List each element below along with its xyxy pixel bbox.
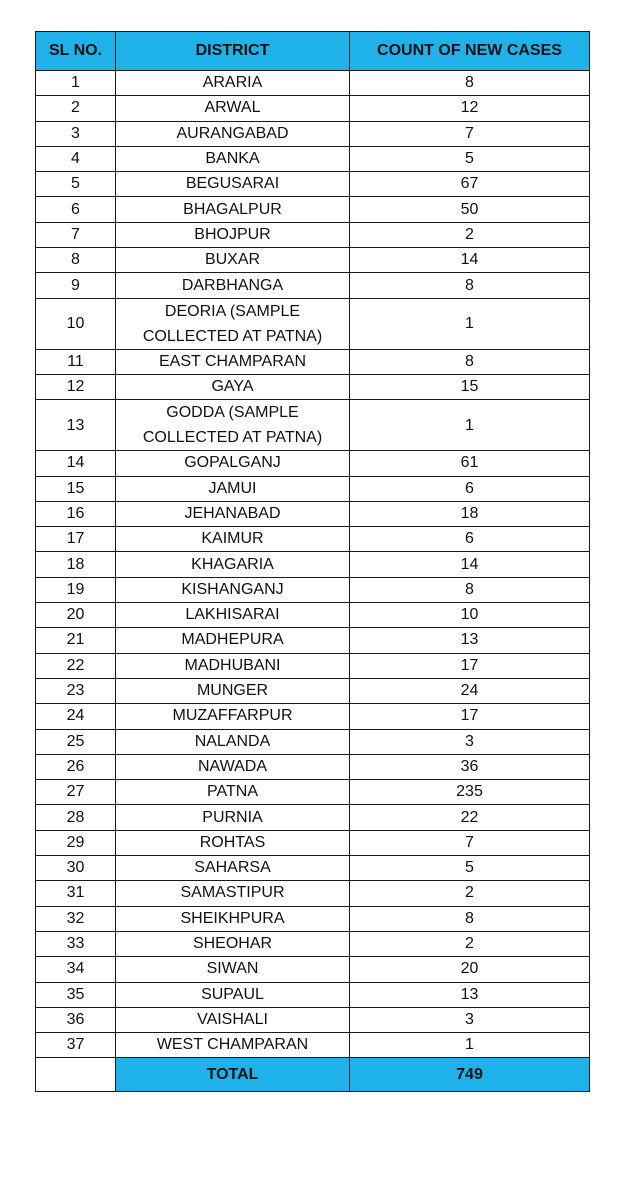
header-row — [36, 32, 590, 71]
cell-sl-no: 33 — [36, 931, 116, 956]
table-row — [36, 298, 590, 349]
cell-sl-no: 18 — [36, 552, 116, 577]
table-row — [36, 856, 590, 881]
total-row — [36, 1058, 590, 1092]
cell-district: BANKA — [116, 146, 350, 171]
cell-count: 67 — [350, 172, 590, 197]
table-row — [36, 222, 590, 247]
cell-count: 13 — [350, 628, 590, 653]
cell-sl-no: 3 — [36, 121, 116, 146]
table-row — [36, 704, 590, 729]
cell-sl-no: 30 — [36, 856, 116, 881]
cell-district: WEST CHAMPARAN — [116, 1033, 350, 1058]
cell-sl-no: 34 — [36, 957, 116, 982]
cell-sl-no: 31 — [36, 881, 116, 906]
cell-count: 1 — [350, 1033, 590, 1058]
cell-sl-no: 2 — [36, 96, 116, 121]
cell-sl-no: 13 — [36, 400, 116, 451]
cell-district: DEORIA (SAMPLE COLLECTED AT PATNA) — [116, 298, 350, 349]
cell-district: PURNIA — [116, 805, 350, 830]
table-row — [36, 197, 590, 222]
cell-sl-no: 35 — [36, 982, 116, 1007]
cell-count: 2 — [350, 881, 590, 906]
cell-count: 6 — [350, 527, 590, 552]
cell-count: 2 — [350, 222, 590, 247]
cell-district: GOPALGANJ — [116, 451, 350, 476]
cell-district: BEGUSARAI — [116, 172, 350, 197]
table-row — [36, 1033, 590, 1058]
cell-sl-no: 9 — [36, 273, 116, 298]
cell-district: GODDA (SAMPLE COLLECTED AT PATNA) — [116, 400, 350, 451]
cell-district: KAIMUR — [116, 527, 350, 552]
cell-district: JAMUI — [116, 476, 350, 501]
cell-district: KISHANGANJ — [116, 577, 350, 602]
table-row — [36, 931, 590, 956]
cell-sl-no: 25 — [36, 729, 116, 754]
cell-count: 6 — [350, 476, 590, 501]
cell-count: 8 — [350, 273, 590, 298]
cell-district: SUPAUL — [116, 982, 350, 1007]
cell-count: 50 — [350, 197, 590, 222]
cell-district: SIWAN — [116, 957, 350, 982]
table-row — [36, 172, 590, 197]
cell-district: DARBHANGA — [116, 273, 350, 298]
cell-sl-no: 7 — [36, 222, 116, 247]
table-row — [36, 653, 590, 678]
cell-district: ROHTAS — [116, 830, 350, 855]
cell-sl-no: 12 — [36, 374, 116, 399]
table-row — [36, 374, 590, 399]
cell-sl-no: 23 — [36, 678, 116, 703]
table-row — [36, 121, 590, 146]
cell-sl-no: 8 — [36, 248, 116, 273]
cell-count: 3 — [350, 729, 590, 754]
table-row — [36, 501, 590, 526]
table-row — [36, 248, 590, 273]
cell-district: NAWADA — [116, 754, 350, 779]
cell-district: PATNA — [116, 780, 350, 805]
cell-district: SHEIKHPURA — [116, 906, 350, 931]
cell-district: BHOJPUR — [116, 222, 350, 247]
header-district: DISTRICT — [116, 32, 350, 71]
cell-district: SAHARSA — [116, 856, 350, 881]
cell-sl-no: 5 — [36, 172, 116, 197]
table-row — [36, 678, 590, 703]
cell-sl-no: 26 — [36, 754, 116, 779]
cell-sl-no: 16 — [36, 501, 116, 526]
cell-count: 20 — [350, 957, 590, 982]
cell-count: 1 — [350, 298, 590, 349]
cell-count: 17 — [350, 704, 590, 729]
cell-district: JEHANABAD — [116, 501, 350, 526]
table-row — [36, 349, 590, 374]
cell-count: 5 — [350, 146, 590, 171]
cell-count: 3 — [350, 1007, 590, 1032]
cell-count: 10 — [350, 603, 590, 628]
cell-count: 24 — [350, 678, 590, 703]
cell-sl-no: 11 — [36, 349, 116, 374]
table-row — [36, 71, 590, 96]
cell-district: SAMASTIPUR — [116, 881, 350, 906]
cell-district: ARARIA — [116, 71, 350, 96]
cell-district: BHAGALPUR — [116, 197, 350, 222]
cell-count: 17 — [350, 653, 590, 678]
cell-district: BUXAR — [116, 248, 350, 273]
table-row — [36, 881, 590, 906]
cell-sl-no: 20 — [36, 603, 116, 628]
table-row — [36, 729, 590, 754]
cell-district: MADHUBANI — [116, 653, 350, 678]
cell-sl-no: 1 — [36, 71, 116, 96]
cell-sl-no: 36 — [36, 1007, 116, 1032]
table-row — [36, 552, 590, 577]
table-header — [36, 32, 590, 71]
cell-district: MADHEPURA — [116, 628, 350, 653]
cell-sl-no: 21 — [36, 628, 116, 653]
cell-count: 61 — [350, 451, 590, 476]
cell-count: 8 — [350, 906, 590, 931]
cell-count: 13 — [350, 982, 590, 1007]
table-row — [36, 577, 590, 602]
cases-table — [35, 31, 590, 1092]
cell-count: 14 — [350, 552, 590, 577]
cell-sl-no: 37 — [36, 1033, 116, 1058]
cell-sl-no: 28 — [36, 805, 116, 830]
cell-district: SHEOHAR — [116, 931, 350, 956]
table-row — [36, 96, 590, 121]
cell-district: EAST CHAMPARAN — [116, 349, 350, 374]
table-row — [36, 805, 590, 830]
table-row — [36, 451, 590, 476]
cell-count: 22 — [350, 805, 590, 830]
cell-count: 36 — [350, 754, 590, 779]
cell-district: MUZAFFARPUR — [116, 704, 350, 729]
cell-count: 15 — [350, 374, 590, 399]
cell-count: 8 — [350, 577, 590, 602]
table-row — [36, 476, 590, 501]
cell-sl-no: 24 — [36, 704, 116, 729]
cell-sl-no: 27 — [36, 780, 116, 805]
table-row — [36, 1007, 590, 1032]
cell-count: 8 — [350, 71, 590, 96]
cell-count: 1 — [350, 400, 590, 451]
table-row — [36, 146, 590, 171]
cell-count: 8 — [350, 349, 590, 374]
cell-count: 12 — [350, 96, 590, 121]
table-footer — [36, 1058, 590, 1092]
cell-district: AURANGABAD — [116, 121, 350, 146]
cell-count: 235 — [350, 780, 590, 805]
cell-district: GAYA — [116, 374, 350, 399]
table-row — [36, 982, 590, 1007]
table-row — [36, 628, 590, 653]
cell-count: 5 — [350, 856, 590, 881]
cell-sl-no: 17 — [36, 527, 116, 552]
cell-sl-no: 29 — [36, 830, 116, 855]
table-row — [36, 830, 590, 855]
cell-district: NALANDA — [116, 729, 350, 754]
cell-sl-no: 6 — [36, 197, 116, 222]
cell-count: 7 — [350, 121, 590, 146]
table-row — [36, 957, 590, 982]
table-row — [36, 906, 590, 931]
cell-count: 14 — [350, 248, 590, 273]
total-label: TOTAL — [116, 1058, 350, 1092]
table-row — [36, 754, 590, 779]
cell-count: 18 — [350, 501, 590, 526]
cell-district: KHAGARIA — [116, 552, 350, 577]
total-count: 749 — [350, 1058, 590, 1092]
table-row — [36, 400, 590, 451]
cell-sl-no: 32 — [36, 906, 116, 931]
cell-district: VAISHALI — [116, 1007, 350, 1032]
cell-district: MUNGER — [116, 678, 350, 703]
header-count: COUNT OF NEW CASES — [350, 32, 590, 71]
table-row — [36, 603, 590, 628]
cell-district: ARWAL — [116, 96, 350, 121]
cell-sl-no: 15 — [36, 476, 116, 501]
table-body — [36, 71, 590, 1058]
table-row — [36, 527, 590, 552]
cell-sl-no: 10 — [36, 298, 116, 349]
cell-sl-no: 22 — [36, 653, 116, 678]
cell-sl-no: 14 — [36, 451, 116, 476]
cell-count: 2 — [350, 931, 590, 956]
cell-count: 7 — [350, 830, 590, 855]
total-empty-cell — [36, 1058, 116, 1092]
table-row — [36, 273, 590, 298]
cell-district: LAKHISARAI — [116, 603, 350, 628]
cell-sl-no: 19 — [36, 577, 116, 602]
table-row — [36, 780, 590, 805]
cell-sl-no: 4 — [36, 146, 116, 171]
header-sl-no: SL NO. — [36, 32, 116, 71]
